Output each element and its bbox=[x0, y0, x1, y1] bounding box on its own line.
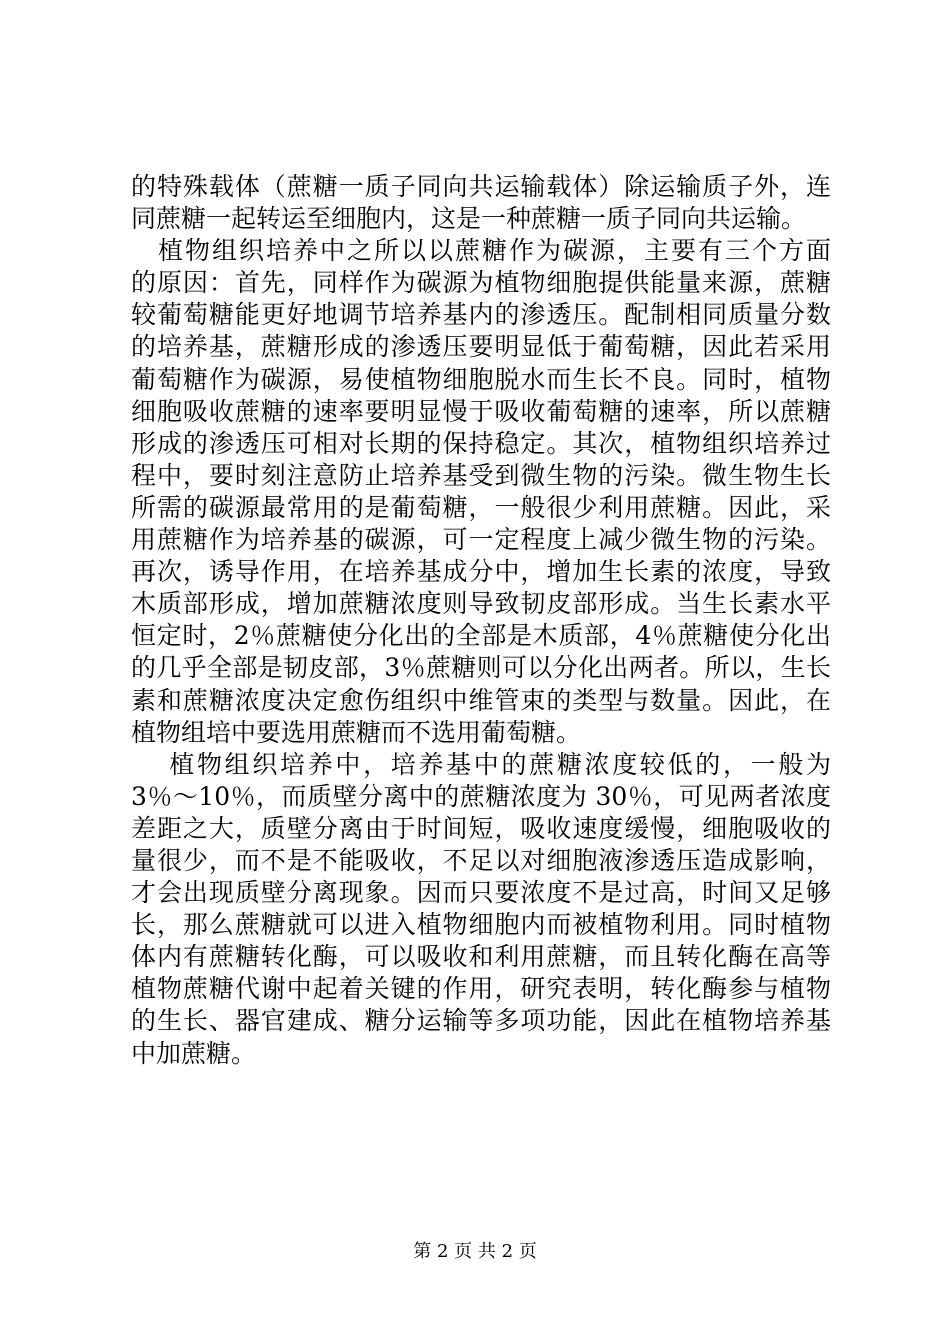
text-line: 植物组织培养中，培养基中的蔗糖浓度较低的，一般为 bbox=[131, 749, 831, 779]
text-line: 植物组培中要选用蔗糖而不选用葡萄糖。 bbox=[131, 717, 582, 747]
text-line: 细胞吸收蔗糖的速率要明显慢于吸收葡萄糖的速率，所以蔗糖 bbox=[131, 396, 831, 426]
text-line: 的几乎全部是韧皮部，3％蔗糖则可以分化出两者。所以，生长 bbox=[131, 653, 831, 683]
page-footer: 第 2 页 共 2 页 bbox=[413, 1241, 537, 1262]
text-line: 素和蔗糖浓度决定愈伤组织中维管束的类型与数量。因此，在 bbox=[131, 685, 831, 715]
text-line: 葡萄糖作为碳源，易使植物细胞脱水而生长不良。同时，植物 bbox=[131, 364, 831, 394]
text-line: 长，那么蔗糖就可以进入植物细胞内而被植物利用。同时植物 bbox=[131, 910, 831, 940]
text-line: 植物组织培养中之所以以蔗糖作为碳源，主要有三个方面 bbox=[131, 236, 831, 266]
text-line: 所需的碳源最常用的是葡萄糖，一般很少利用蔗糖。因此，采 bbox=[131, 492, 831, 522]
text-line: 的培养基，蔗糖形成的渗透压要明显低于葡萄糖，因此若采用 bbox=[131, 332, 831, 362]
text-line: 恒定时，2％蔗糖使分化出的全部是木质部，4％蔗糖使分化出 bbox=[131, 621, 831, 651]
text-line: 3％～10％，而质壁分离中的蔗糖浓度为 30％，可见两者浓度 bbox=[131, 781, 831, 811]
text-line: 量很少，而不是不能吸收，不足以对细胞液渗透压造成影响， bbox=[131, 845, 831, 875]
text-line: 植物蔗糖代谢中起着关键的作用，研究表明，转化酶参与植物 bbox=[131, 974, 831, 1004]
text-line: 木质部形成，增加蔗糖浓度则导致韧皮部形成。当生长素水平 bbox=[131, 589, 831, 619]
text-line: 差距之大，质壁分离由于时间短，吸收速度缓慢，细胞吸收的 bbox=[131, 813, 831, 843]
document-body bbox=[131, 171, 831, 1070]
text-line: 用蔗糖作为培养基的碳源，可一定程度上减少微生物的污染。 bbox=[131, 525, 831, 555]
text-line: 程中，要时刻注意防止培养基受到微生物的污染。微生物生长 bbox=[131, 460, 831, 490]
text-line: 的生长、器官建成、糖分运输等多项功能，因此在植物培养基 bbox=[131, 1006, 831, 1036]
text-line: 形成的渗透压可相对长期的保持稳定。其次，植物组织培养过 bbox=[131, 428, 831, 458]
text-line: 才会出现质壁分离现象。因而只要浓度不是过高，时间又足够 bbox=[131, 878, 831, 908]
text-line: 中加蔗糖。 bbox=[131, 1038, 257, 1068]
text-line: 体内有蔗糖转化酶，可以吸收和利用蔗糖，而且转化酶在高等 bbox=[131, 942, 831, 972]
text-line: 同蔗糖一起转运至细胞内，这是一种蔗糖一质子同向共运输。 bbox=[131, 204, 807, 234]
text-line: 较葡萄糖能更好地调节培养基内的渗透压。配制相同质量分数 bbox=[131, 300, 831, 330]
text-line: 的特殊载体（蔗糖一质子同向共运输载体）除运输质子外，连 bbox=[131, 172, 831, 201]
text-line: 再次，诱导作用，在培养基成分中，增加生长素的浓度，导致 bbox=[131, 557, 831, 587]
text-line: 的原因：首先，同样作为碳源为植物细胞提供能量来源，蔗糖 bbox=[131, 268, 831, 298]
